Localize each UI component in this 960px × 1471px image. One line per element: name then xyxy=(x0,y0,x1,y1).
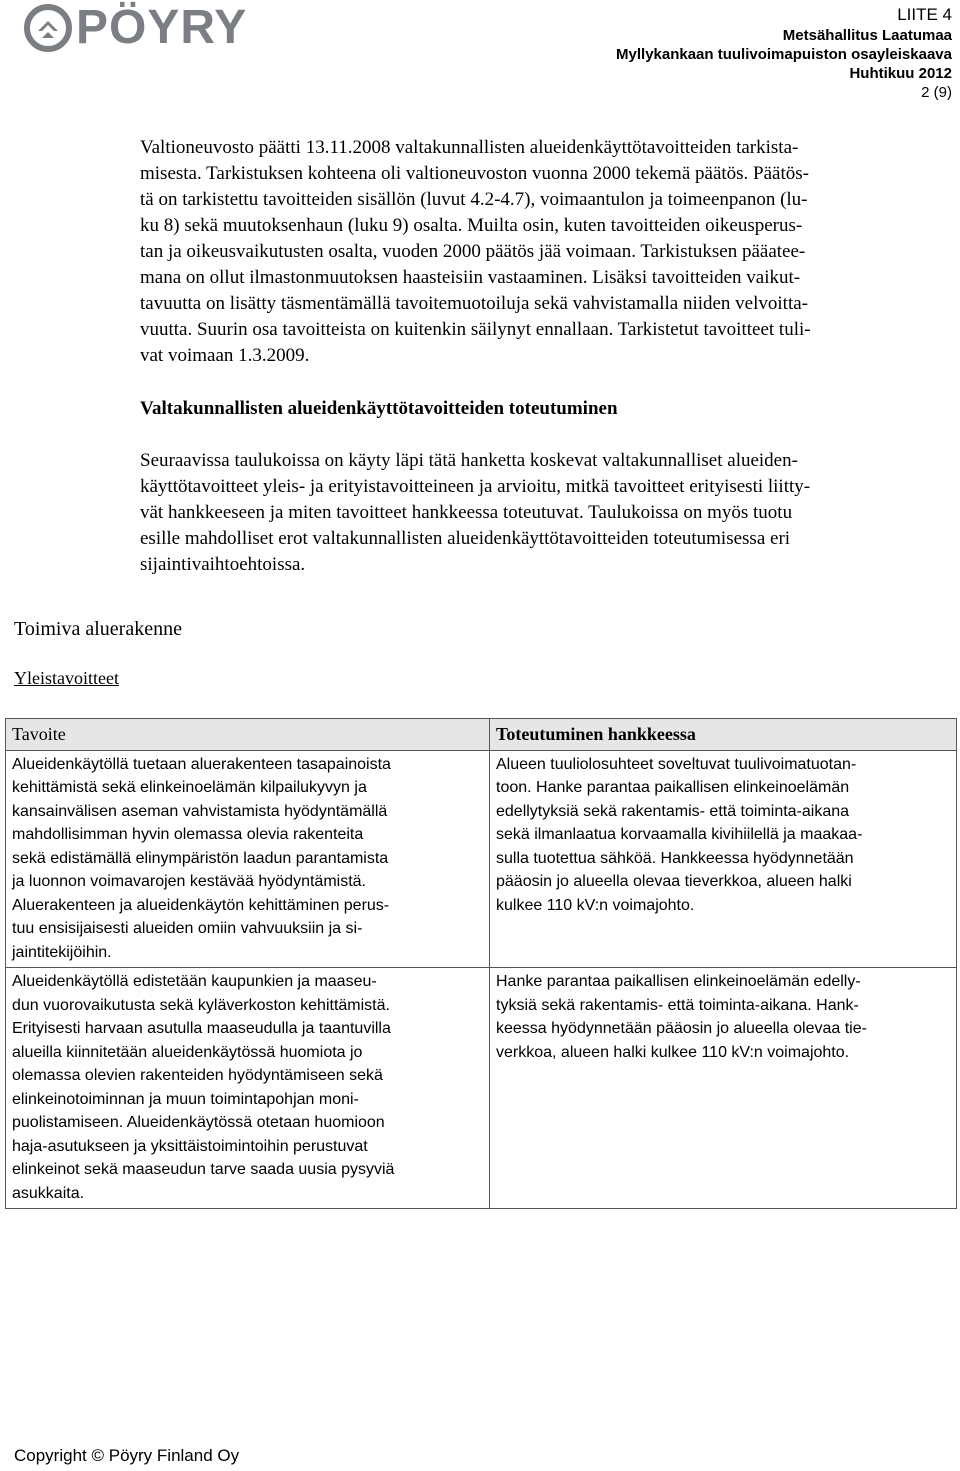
goal-line: olemassa olevien rakenteiden hyödyntämiseen sekä xyxy=(12,1067,383,1084)
goal-line: alueilla kiinnitetään alueidenkäytössä huomiota jo xyxy=(12,1043,363,1061)
goal-line: kansainvälisen aseman vahvistamista hyödyntämällä xyxy=(12,802,388,820)
document-header xyxy=(616,4,952,102)
result-line: kulkee 110 kV:n voimajohto. xyxy=(496,896,695,914)
copyright-footer: Copyright © Pöyry Finland Oy xyxy=(14,1446,240,1465)
heading-toimiva-aluerakenne: Toimiva aluerakenne xyxy=(14,618,182,640)
goal-line: dun vuorovaikutusta sekä kyläverkoston kehittämistä. xyxy=(12,996,390,1014)
goal-line: mahdollisimman hyvin olemassa olevia rakenteita xyxy=(12,826,364,843)
poyry-logo-icon xyxy=(24,4,72,52)
intro-line: tavuutta on lisätty täsmentämällä tavoitemuotoiluja sekä vahvistamalla niiden velvoitta- xyxy=(140,293,808,314)
goal-line: elinkeinotoiminnan ja muun toimintapohjan moni- xyxy=(12,1090,359,1108)
goal-line: tuu ensisijaisesti alueiden omiin vahvuuksiin ja si- xyxy=(12,920,363,937)
table-row xyxy=(6,968,957,1209)
result-line: Alueen tuuliolosuhteet soveltuvat tuulivoimatuotan- xyxy=(496,755,857,773)
intro-line: misesta. Tarkistuksen kohteena oli valtioneuvoston vuonna 2000 tekemä päätös. Päätös- xyxy=(140,163,809,184)
result-cell xyxy=(490,968,957,1209)
goal-line: asukkaita. xyxy=(12,1184,85,1202)
goal-line: Alueidenkäytöllä tuetaan aluerakenteen tasapainoista xyxy=(12,755,391,773)
result-cell xyxy=(490,750,957,968)
goal-line: puolistamiseen. Alueidenkäytössä otetaan huomioon xyxy=(12,1114,385,1131)
goal-line: Alueidenkäytöllä edistetään kaupunkien ja maaseu- xyxy=(12,973,377,990)
tables-intro-line: sijaintivaihtoehtoissa. xyxy=(140,554,306,575)
intro-line: tan ja oikeusvaikutusten osalta, vuoden 2000 päätös jää voimaan. Tarkistuksen pääatee- xyxy=(140,241,806,262)
intro-line: ku 8) sekä muutoksenhaun (luku 9) osalta. Muilta osin, kuten tavoitteiden oikeusperus- xyxy=(140,215,803,236)
result-line: toon. Hanke parantaa paikallisen elinkeinoelämän xyxy=(496,779,850,796)
goal-cell xyxy=(6,968,490,1209)
intro-line: tä on tarkistettu tavoitteiden sisällön (luvut 4.2-4.7), voimaantulon ja toimeenpanon (lu- xyxy=(140,189,808,210)
client-name: Metsähallitus Laatumaa xyxy=(782,27,952,44)
result-line: pääosin jo alueella olevaa tieverkkoa, alueen halki xyxy=(496,873,852,890)
result-line: verkkoa, alueen halki kulkee 110 kV:n voimajohto. xyxy=(496,1043,850,1061)
intro-line: vat voimaan 1.3.2009. xyxy=(140,345,310,366)
logo-text: PÖYRY xyxy=(76,1,248,54)
heading-yleistavoitteet: Yleistavoitteet xyxy=(14,668,119,688)
intro-line: vuutta. Suurin osa tavoitteista on kuitenkin säilynyt ennallaan. Tarkistetut tavoitteet tuli- xyxy=(140,319,811,340)
result-line: sekä ilmanlaatua korvaamalla kivihiilellä ja maakaa- xyxy=(496,826,863,843)
goal-line: kehittämistä sekä elinkeinoelämän kilpailukyvyn ja xyxy=(12,779,367,796)
tables-intro-line: käyttötavoitteet yleis- ja erityistavoitteineen ja arvioitu, mitkä tavoitteet erityisesti liitty- xyxy=(140,476,811,497)
goal-line: jaintitekijöihin. xyxy=(12,943,112,961)
tables-intro-line: Seuraavissa taulukoissa on käyty läpi tätä hanketta koskevat valtakunnalliset alueiden- xyxy=(140,450,798,471)
goal-line: sekä edistämällä elinympäristön laadun parantamista xyxy=(12,849,389,867)
document-date: Huhtikuu 2012 xyxy=(849,65,952,82)
project-name: Myllykankaan tuulivoimapuiston osayleiskaava xyxy=(616,46,952,63)
goal-line: Aluerakenteen ja alueidenkäytön kehittäminen perus- xyxy=(12,896,390,914)
tables-intro-paragraph xyxy=(140,448,952,578)
table-row xyxy=(6,750,957,968)
goal-line: haja-asutukseen ja yksittäistoimintoihin perustuvat xyxy=(12,1137,368,1155)
appendix-label: LIITE 4 xyxy=(897,5,952,24)
table-header-row xyxy=(6,719,957,751)
goals-table xyxy=(5,718,957,1209)
company-logo xyxy=(24,1,248,54)
goal-line: ja luonnon voimavarojen kestävää hyödyntämistä. xyxy=(12,873,366,890)
result-line: tyksiä sekä rakentamis- että toiminta-aikana. Hank- xyxy=(496,996,859,1014)
result-line: sulla tuotettua sähköä. Hankkeessa hyödynnetään xyxy=(496,849,854,867)
intro-paragraph xyxy=(140,135,952,369)
tables-intro-line: esille mahdolliset erot valtakunnallisten alueidenkäyttötavoitteiden toteutumisessa eri xyxy=(140,528,791,549)
goal-line: elinkeinot sekä maaseudun tarve saada uusia pysyviä xyxy=(12,1161,395,1178)
column-header-toteutuminen: Toteutuminen hankkeessa xyxy=(490,719,957,751)
section-heading: Valtakunnallisten alueidenkäyttötavoitteiden toteutuminen xyxy=(140,398,618,419)
result-line: edellytyksiä sekä rakentamis- että toiminta-aikana xyxy=(496,802,850,820)
result-line: keessa hyödynnetään pääosin jo alueella olevaa tie- xyxy=(496,1020,867,1037)
tables-intro-line: vät hankkeeseen ja miten tavoitteet hankkeessa toteutuvat. Taulukoissa on myös tuotu xyxy=(140,502,793,523)
page-number: 2 (9) xyxy=(921,84,952,101)
result-line: Hanke parantaa paikallisen elinkeinoelämän edelly- xyxy=(496,973,861,990)
goal-line: Erityisesti harvaan asutulla maaseudulla ja taantuvilla xyxy=(12,1020,391,1037)
intro-line: Valtioneuvosto päätti 13.11.2008 valtakunnallisten alueidenkäyttötavoitteiden tarkista- xyxy=(140,137,799,158)
goal-cell xyxy=(6,750,490,968)
intro-line: mana on ollut ilmastonmuutoksen haasteisiin vastaaminen. Lisäksi tavoitteiden vaikut- xyxy=(140,267,801,288)
column-header-tavoite: Tavoite xyxy=(6,719,490,751)
